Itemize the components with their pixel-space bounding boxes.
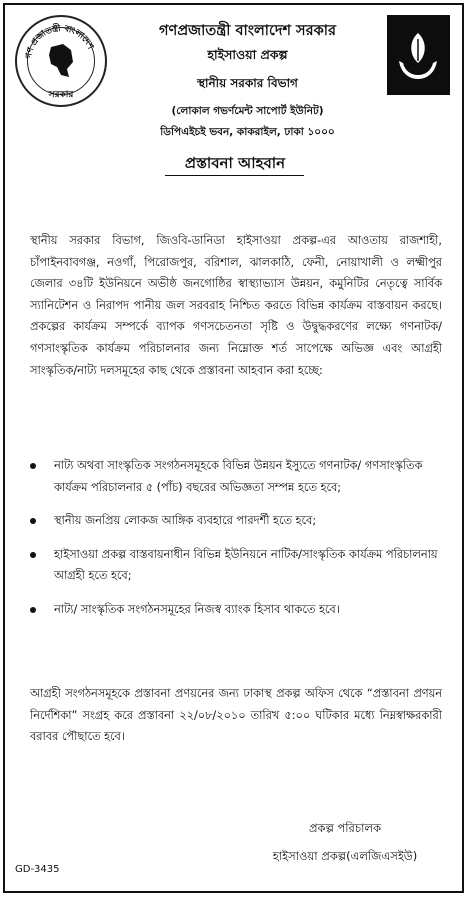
bullet-icon	[30, 552, 36, 558]
list-item	[30, 599, 442, 621]
bullet-icon	[30, 607, 36, 613]
reference-code: GD-3435	[15, 864, 60, 875]
condition-text: নাট্য/ সাংস্কৃতিক সংগঠনসমূহের নিজস্ব ব্যাংক হিসাব থাকতে হবে।	[54, 602, 340, 616]
intro-paragraph: স্থানীয় সরকার বিভাগ, জিওবি-ডানিডা হাইসাওয়া প্রকল্প-এর আওতায় রাজশাহী, চাঁপাইনবাবগঞ্জ, নওগাঁ, পিরোজপুর, বরিশাল, ঝালকাঠি, ফেনী, নোয়াখালী ও লক্ষ্মীপুর জেলার ৩৪টি ইউনিয়নে অভীষ্ঠ জনগোষ্ঠির স্বাস্থ্যাভ্যাস উন্নয়ন, কমুনিটির নেতৃত্বে সার্বিক স্যানিটেশন ও নিরাপদ পানীয় জল সরবরাহ নিশ্চিত করতে বিভিন্ন কার্যক্রম বাস্তবায়ন করছে। প্রকল্পের কার্যক্রম সম্পর্কে ব্যাপক গণসচেতনতা সৃষ্টি ও উদ্বুদ্ধকরণের লক্ষ্যে গণনাটক/গণসাংস্কৃতিক কার্যক্রম পরিচালনার জন্য নিম্নোক্ত শর্ত সাপেক্ষে অভিজ্ঞ এবং আগ্রহী সাংস্কৃতিক/নাট্য দলসমূহের কাছ থেকে প্রস্তাবনা আহবান করা হচ্ছে:	[30, 234, 442, 377]
seal-ring-text: গণ প্রজাতন্ত্রী বাংলাদেশ	[24, 23, 96, 60]
government-seal	[15, 15, 107, 107]
signatory-office: হাইসাওয়া প্রকল্প(এলজিএসইউ)	[272, 849, 418, 863]
condition-text: হাইসাওয়া প্রকল্প বাস্তবায়নাধীন বিভিন্ন ইউনিয়নে নাটিক/সাংস্কৃতিক কার্যক্রম পরিচালনায় আগ্রহী হতে হবে;	[54, 547, 438, 583]
closing-paragraph: আগ্রহী সংগঠনসমূহকে প্রস্তাবনা প্রণয়নের জন্য ঢাকাস্থ প্রকল্প অফিস থেকে “প্রস্তাবনা প্রণয়ন নির্দেশিকা” সংগ্রহ করে প্রস্তাবনা ২২/০৮/২০১০ তারিখ ৫:০০ ঘটিকার মধ্যে নিম্নস্বাক্ষরকারী বরাবর পৌছাতে হবে।	[30, 687, 442, 744]
list-item	[30, 510, 442, 532]
hysawa-logo	[387, 15, 450, 95]
cupped-hands-icon	[399, 61, 437, 79]
header-government: গণপ্রজাতন্ত্রী বাংলাদেশ সরকার	[159, 23, 336, 39]
condition-text: স্থানীয় জনপ্রিয় লোকজ আঙ্গিক ব্যবহারে পারদর্শী হতে হবে;	[54, 514, 317, 528]
header-address: ডিপিএইচই ভবন, কাকরাইল, ঢাকা ১০০০	[160, 126, 335, 138]
list-item	[30, 544, 442, 587]
condition-text: নাট্য অথবা সাংস্কৃতিক সংগঠনসমূহকে বিভিন্ন উন্নয়ন ইস্যুতে গণনাটক/ গণসাংস্কৃতিক কার্যক্রম পরিচালনার ৫ (পাঁচ) বছরের অভিজ্ঞতা সম্পন্ন হতে হবে;	[54, 459, 423, 494]
header-unit: (লোকাল গভর্ণমেন্ট সাপোর্ট ইউনিট)	[171, 105, 324, 117]
notice-title: প্রস্তাবনা আহবান	[184, 154, 286, 172]
bangladesh-map-icon	[49, 44, 73, 77]
list-item	[30, 455, 442, 498]
seal-bottom-text: সরকার	[48, 90, 74, 100]
title-underline	[165, 175, 304, 176]
bullet-icon	[30, 518, 36, 524]
bullet-icon	[30, 463, 36, 469]
header-project: হাইসাওয়া প্রকল্প	[207, 47, 288, 62]
signatory-designation: প্রকল্প পরিচালক	[308, 821, 382, 835]
header-division: স্থানীয় সরকার বিভাগ	[197, 76, 298, 90]
conditions-list	[30, 455, 442, 633]
